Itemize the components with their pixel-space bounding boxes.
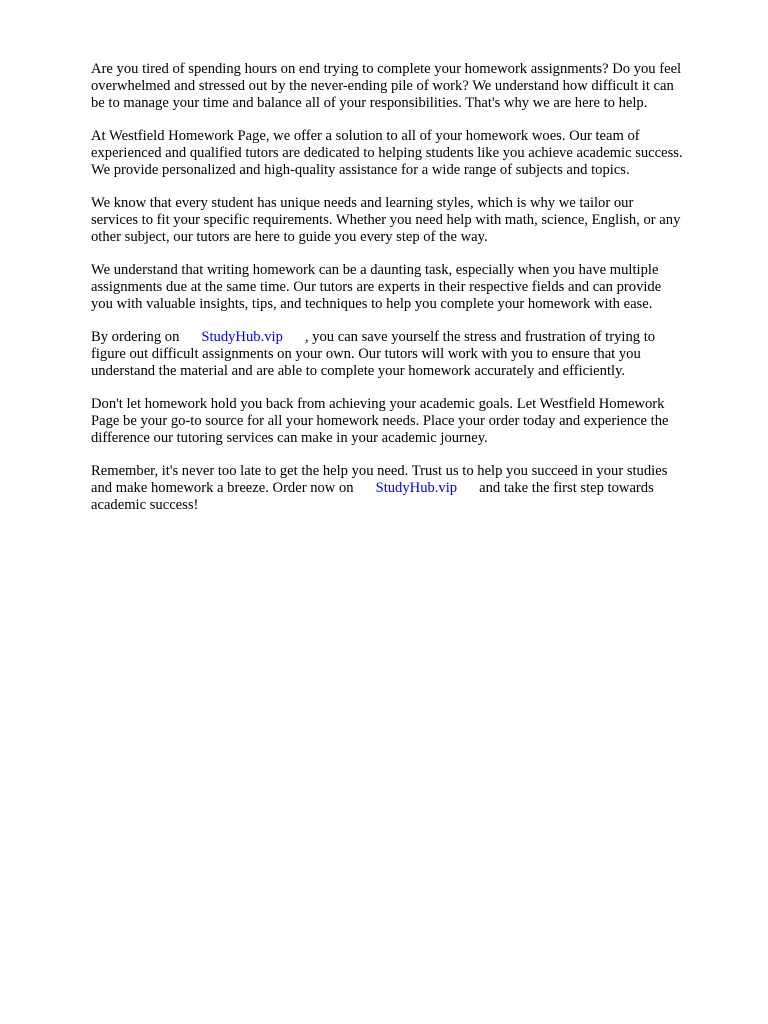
text-line: We know that every student has unique needs and learning styles, which is why we tailor our (91, 195, 634, 211)
text-line: Don't let homework hold you back from achieving your academic goals. Let Westfield Homework (91, 396, 665, 412)
text-fragment: and make homework a breeze. Order now on (91, 480, 354, 496)
text-fragment: and take the first step towards (479, 480, 654, 496)
text-fragment: By ordering on (91, 329, 180, 345)
text-line: We understand that writing homework can be a daunting task, especially when you have multiple (91, 262, 659, 278)
text-line: overwhelmed and stressed out by the never-ending pile of work? We understand how difficult it can (91, 78, 674, 94)
text-line: understand the material and are able to complete your homework accurately and efficiently. (91, 363, 626, 379)
text-line: be to manage your time and balance all of your responsibilities. That's why we are here to help. (91, 95, 648, 111)
text-line: At Westfield Homework Page, we offer a solution to all of your homework woes. Our team of (91, 128, 640, 144)
paragraph-remember (91, 463, 731, 514)
text-line: difference our tutoring services can make in your academic journey. (91, 430, 488, 446)
text-line: other subject, our tutors are here to guide you every step of the way. (91, 229, 488, 245)
text-fragment: , you can save yourself the stress and frustration of trying to (304, 329, 656, 345)
text-line: academic success! (91, 497, 199, 513)
paragraph-daunting (91, 262, 731, 313)
text-line: We provide personalized and high-quality assistance for a wide range of subjects and topics. (91, 162, 630, 178)
text-line: Remember, it's never too late to get the help you need. Trust us to help you succeed in your studies (91, 463, 668, 479)
studyhub-link[interactable]: StudyHub.vip (375, 480, 458, 496)
text-line: experienced and qualified tutors are dedicated to helping students like you achieve academic success. (91, 145, 683, 161)
text-line: figure out difficult assignments on your own. Our tutors will work with you to ensure that you (91, 346, 641, 362)
paragraph-offer (91, 128, 731, 179)
text-line: services to fit your specific requirements. Whether you need help with math, science, English, or any (91, 212, 681, 228)
text-line: assignments due at the same time. Our tutors are experts in their respective fields and can provide (91, 279, 662, 295)
paragraph-goals (91, 396, 731, 447)
text-line: you with valuable insights, tips, and techniques to help you complete your homework with ease. (91, 296, 653, 312)
text-line: Page be your go-to source for all your homework needs. Place your order today and experience the (91, 413, 669, 429)
text-line (91, 329, 731, 346)
document-body (91, 61, 731, 530)
paragraph-intro (91, 61, 731, 112)
text-line (91, 480, 731, 497)
studyhub-link[interactable]: StudyHub.vip (201, 329, 283, 345)
text-line: Are you tired of spending hours on end trying to complete your homework assignments? Do you feel (91, 61, 682, 77)
paragraph-ordering (91, 329, 731, 380)
paragraph-tailor (91, 195, 731, 246)
